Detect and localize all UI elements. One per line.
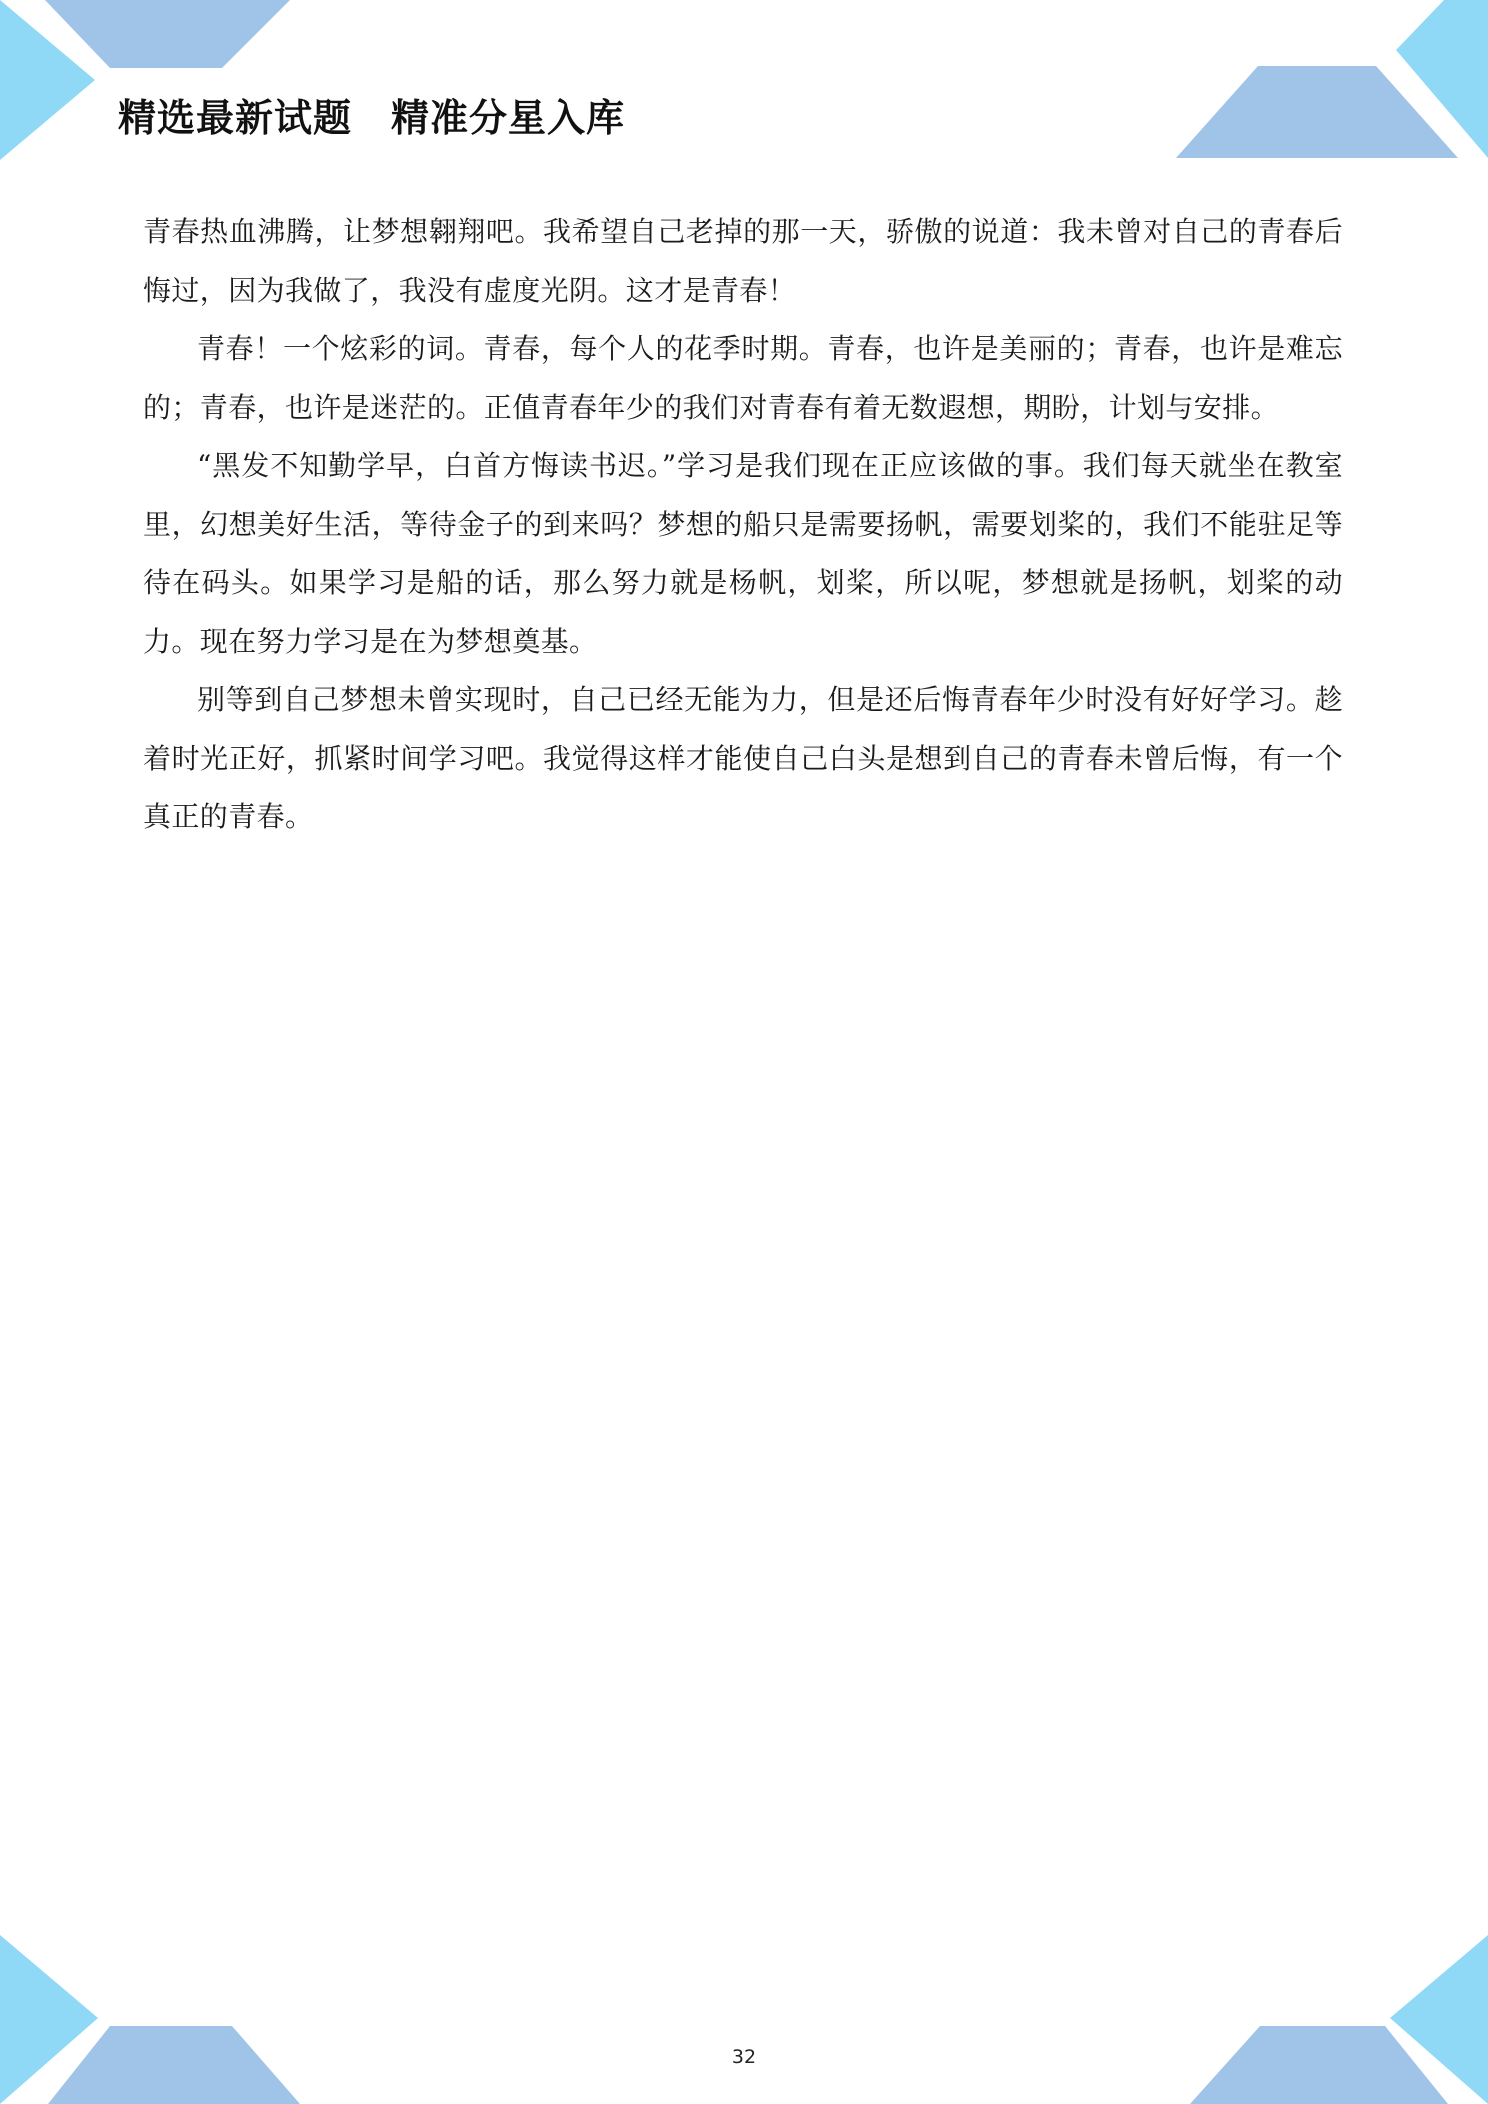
page-number: 32	[731, 2046, 757, 2068]
document-body	[143, 203, 1343, 847]
paragraph-4: 别等到自己梦想未曾实现时，自己已经无能为力，但是还后悔青春年少时没有好好学习。趁着时光正好，抓紧时间学习吧。我觉得这样才能使自己白头是想到自己的青春未曾后悔，有一个真正的青春。	[143, 683, 1343, 833]
top-left-trapezoid-decoration	[45, 0, 290, 68]
top-right-trapezoid-decoration	[1176, 66, 1458, 158]
paragraph-3: “黑发不知勤学早，白首方悔读书迟。”学习是我们现在正应该做的事。我们每天就坐在教室里，幻想美好生活，等待金子的到来吗？梦想的船只是需要扬帆，需要划桨的，我们不能驻足等待在码头。如果学习是船的话，那么努力就是杨帆，划桨，所以呢，梦想就是扬帆，划桨的动力。现在努力学习是在为梦想奠基。	[143, 449, 1343, 658]
page-header-title: 精选最新试题 精准分星入库	[118, 96, 626, 140]
paragraph-1: 青春热血沸腾，让梦想翱翔吧。我希望自己老掉的那一天，骄傲的说道：我未曾对自己的青春后悔过，因为我做了，我没有虚度光阴。这才是青春！	[143, 215, 1343, 307]
paragraph-2: 青春！一个炫彩的词。青春，每个人的花季时期。青春，也许是美丽的；青春，也许是难忘的；青春，也许是迷茫的。正值青春年少的我们对青春有着无数遐想，期盼，计划与安排。	[143, 332, 1343, 424]
